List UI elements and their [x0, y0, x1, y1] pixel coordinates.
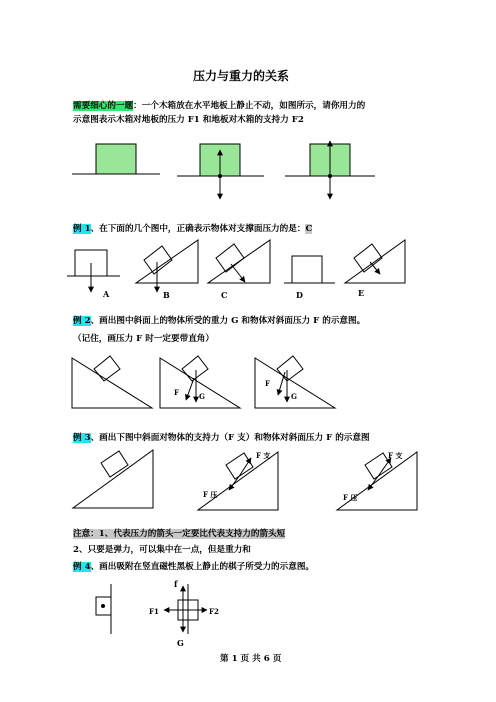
- example-4-text: 、画出吸附在竖直磁性黑板上静止的棋子所受力的示意图。: [90, 562, 315, 572]
- example-1-tag: 例 1: [73, 224, 91, 234]
- ex2-diagram-3: [255, 356, 335, 408]
- ex4-f-label: f: [174, 579, 178, 589]
- ex4-f2-label: F2: [209, 607, 219, 616]
- question-text-line2: 示意图表示木箱对地板的压力 F1 和地板对木箱的支持力 F2: [73, 115, 304, 125]
- option-e-label: E: [358, 288, 365, 298]
- ex3-diagram-3: [337, 451, 417, 510]
- ex3-diagram-2: [198, 451, 278, 510]
- example-2-note: （记住，画压力 F 时一定要带直角）: [73, 334, 214, 344]
- ex3-diagram-1: [73, 450, 153, 508]
- note-1-text: 注意：1、代表压力的箭头一定要比代表支持力的箭头短: [73, 529, 286, 539]
- page-footer: 第 1 页 共 6 页: [220, 654, 282, 664]
- crate-box: [96, 144, 136, 174]
- ex2-g-label: G: [199, 392, 205, 401]
- ex1-option-a: [67, 250, 120, 299]
- example-4-tag: 例 4: [73, 562, 91, 572]
- question-text: ：一个木箱放在水平地板上静止不动，如图所示，请你用力的: [133, 101, 366, 111]
- note-2: 2、只要是弹力，可以集中在一点，但是重力和: [73, 545, 251, 555]
- page-title: 压力与重力的关系: [193, 69, 290, 83]
- option-c-label: C: [221, 290, 228, 300]
- option-b-label: B: [163, 290, 170, 300]
- ex3-pressure-label: F 压: [203, 490, 218, 499]
- option-d-label: D: [296, 290, 303, 300]
- ex4-diagram-2: [149, 579, 219, 648]
- question-tag: 需要细心的一题: [73, 101, 134, 111]
- example-2-text: 、画出图中斜面上的物体所受的重力 G 和物体对斜面压力 F 的示意图。: [90, 316, 366, 326]
- ex2-diagram-2: [160, 356, 240, 408]
- q0-diagram-1: [72, 144, 160, 174]
- ex4-f1-label: F1: [149, 607, 159, 616]
- ex1-option-c: [208, 240, 270, 300]
- example-1-answer: C: [305, 224, 313, 234]
- ex3-support-label-3: F 支: [388, 451, 403, 460]
- ex3-support-label: F 支: [256, 451, 271, 460]
- ex1-option-d: [284, 256, 335, 300]
- ex1-option-b: [136, 240, 198, 300]
- example-3-tag: 例 3: [73, 433, 91, 443]
- example-2-tag: 例 2: [73, 316, 91, 326]
- ex1-option-e: [345, 240, 405, 298]
- q0-diagram-3: [285, 141, 375, 199]
- example-1-text: 、在下面的几个图中，正确表示物体对支撑面压力的是：: [90, 224, 306, 234]
- ex3-pressure-label-3: F 压: [343, 493, 358, 502]
- ex4-diagram-1: [96, 584, 111, 634]
- option-a-label: A: [103, 289, 110, 299]
- ex2-diagram-1: [72, 356, 152, 408]
- ex2-f-label-3: F: [265, 379, 270, 388]
- q0-diagram-2: [177, 144, 264, 199]
- ex2-g-label-3: G: [291, 392, 297, 401]
- example-3-text: 、画出下图中斜面对物体的支持力（F 支）和物体对斜面压力 F 的示意图: [90, 433, 370, 443]
- ex2-f-label: F: [174, 388, 179, 397]
- ex4-g-label: G: [177, 638, 184, 648]
